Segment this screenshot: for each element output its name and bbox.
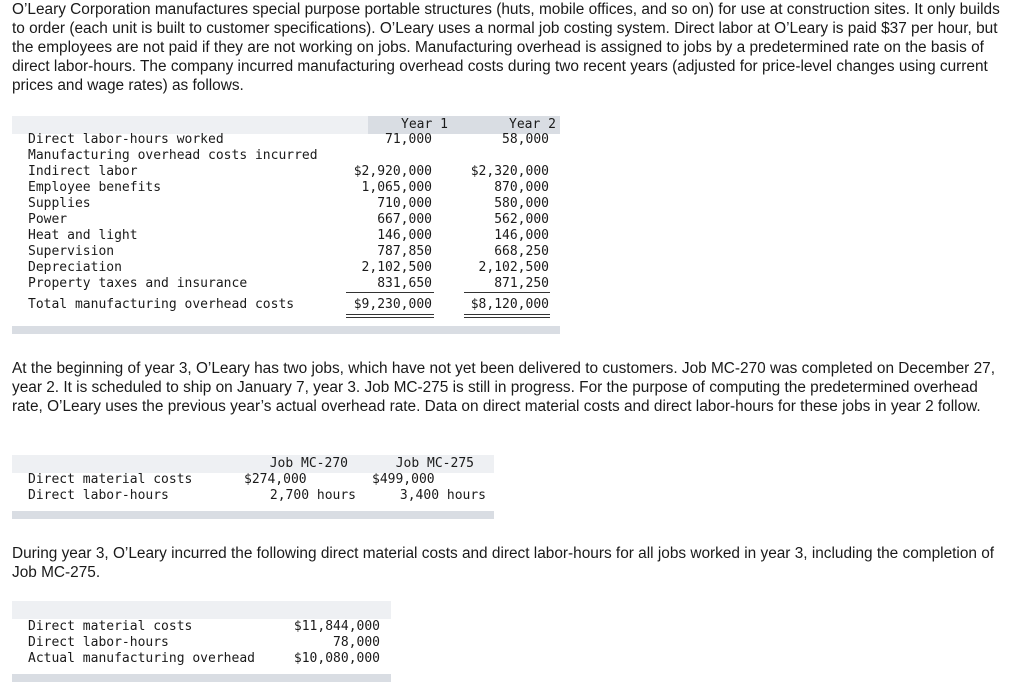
row-label: Power [28,212,68,227]
row-label: Heat and light [28,228,138,243]
row-label: Actual manufacturing overhead [28,651,255,666]
row-year2-value: 668,250 [494,244,549,259]
row-year1-value: 831,650 [377,276,432,291]
col-job-mc275-header: Job MC-275 [395,456,474,471]
row-label: Direct labor-hours [28,635,169,650]
row-label: Supervision [28,244,115,259]
total-double-rule [346,314,434,318]
row-year1-value: 710,000 [377,196,432,211]
job-mc270-hours: 2,700 hours [269,488,356,503]
subtotal-rule [346,292,434,293]
row-label: Supplies [28,196,91,211]
row-year2-value: 871,250 [494,276,549,291]
row-year2-value: 2,102,500 [478,260,549,275]
year3-paragraph: During year 3, O’Leary incurred the following direct material costs and direct labor-hours for all jobs worked in year 3, including the completion of Job MC-275. [12,545,995,581]
row-label: Property taxes and insurance [28,276,248,291]
total-year1-value: $9,230,000 [353,297,432,312]
row-year1-value: 667,000 [377,212,432,227]
total-label: Total manufacturing overhead costs [28,297,295,312]
row-year2-value: 870,000 [494,180,549,195]
row-year1-value: 146,000 [377,228,432,243]
year3-labor-hours-value: 78,000 [333,635,380,650]
row-label: Direct material costs [28,619,193,634]
row-year1-value: 787,850 [377,244,432,259]
job-mc270-material: $274,000 [244,472,307,487]
job-mc275-hours: 3,400 hours [399,488,486,503]
row-label: Direct material costs [28,472,193,487]
col-year2-header: Year 2 [509,117,556,132]
col-job-mc270-header: Job MC-270 [269,456,348,471]
jobs-paragraph: At the beginning of year 3, O’Leary has two jobs, which have not yet been delivered to customers. Job MC-270 was completed on December 27, year 2. It is scheduled to ship on January 7, year 3. Job MC-275 is still in progress. For the purpose of computing the predetermined overhead rate, O’Leary uses the previous year’s actual overhead rate. Data on direct material costs and direct labor-hours for these jobs in year 2 follow. [12,360,995,415]
total-double-rule [464,314,550,318]
jobs-table [12,455,494,519]
job-mc275-material: $499,000 [372,472,435,487]
year3-overhead-value: $10,080,000 [293,651,380,666]
table-footer-shade [12,326,560,334]
row-label: Direct labor-hours [28,488,169,503]
row-year2-value: 58,000 [502,132,549,147]
row-label: Direct labor-hours worked [28,132,224,147]
row-year2-value: 146,000 [494,228,549,243]
row-year2-value: $2,320,000 [470,164,549,179]
row-year1-value: 71,000 [385,132,432,147]
row-year1-value: 2,102,500 [361,260,432,275]
intro-paragraph: O’Leary Corporation manufactures special purpose portable structures (huts, mobile offices, and so on) for use at construction sites. It only builds to order (each unit is built to customer specifications). O’Leary uses a normal job costing system. Direct labor at O’Leary is paid $37 per hour, but the employees are not paid if they are not working on jobs. Manufacturing overhead is assigned to jobs by a predetermined rate on the basis of direct labor-hours. The company incurred manufacturing overhead costs during two recent years (adjusted for price-level changes using current prices and wage rates) as follows. [12,1,1000,94]
overhead-cost-table [12,116,560,334]
row-year2-value: 580,000 [494,196,549,211]
row-label: Employee benefits [28,180,162,195]
table-header-shade [12,601,391,619]
year3-material-value: $11,844,000 [293,619,380,634]
row-year1-value: $2,920,000 [353,164,432,179]
col-year1-header: Year 1 [401,117,448,132]
row-label: Depreciation [28,260,122,275]
table-footer-shade [12,511,494,519]
row-year1-value: 1,065,000 [361,180,432,195]
row-label: Indirect labor [28,164,138,179]
table-footer-shade [12,674,391,682]
total-year2-value: $8,120,000 [470,297,549,312]
year3-table [12,601,391,682]
subtotal-rule [464,292,550,293]
row-label: Manufacturing overhead costs incurred [28,148,318,163]
row-year2-value: 562,000 [494,212,549,227]
